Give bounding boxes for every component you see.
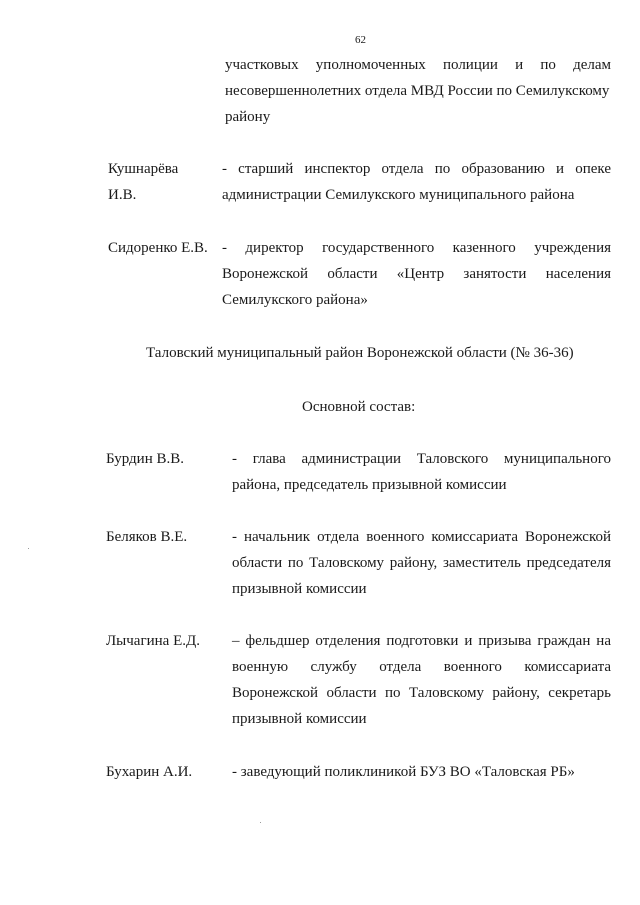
member-name: Лычагина Е.Д. [106,633,200,649]
member-name: Бурдин В.В. [106,451,184,467]
member-description: призывной комиссии [232,711,367,727]
subsection-heading: Основной состав: [302,399,416,415]
text-line: несовершеннолетних отдела МВД России по Семилукскому [225,83,610,99]
member-description: Воронежской области «Центр занятости населения [222,266,611,282]
member-description: - начальник отдела военного комиссариата Воронежской [232,529,611,545]
member-name: Бухарин А.И. [106,764,193,780]
section-heading: Таловский муниципальный район Воронежской области (№ 36-36) [146,345,574,361]
member-name: Кушнарёва [108,161,179,177]
member-description: Семилукского района» [222,292,368,308]
member-name: И.В. [108,187,137,203]
member-description: области по Таловскому району, заместитель председателя [232,555,611,571]
member-description: - директор государственного казенного учреждения [222,240,611,256]
member-description: военную службу отдела военного комиссариата [232,659,611,675]
page-number: 62 [355,34,366,46]
member-description: Воронежской области по Таловскому району, секретарь [232,685,611,701]
text-line: участковых уполномоченных полиции и по делам [225,57,611,73]
member-name: Беляков В.Е. [106,529,188,545]
member-description: - глава администрации Таловского муниципального [232,451,611,467]
member-description: - старший инспектор отдела по образованию и опеке [222,161,611,177]
member-description: администрации Семилукского муниципального района [222,187,575,203]
member-name: Сидоренко Е.В. [108,240,208,256]
text-line: району [225,109,271,125]
member-description: - заведующий поликлиникой БУЗ ВО «Таловская РБ» [232,764,575,780]
member-description: призывной комиссии [232,581,367,597]
member-description: – фельдшер отделения подготовки и призыва граждан на [232,633,611,649]
member-description: района, председатель призывной комиссии [232,477,507,493]
